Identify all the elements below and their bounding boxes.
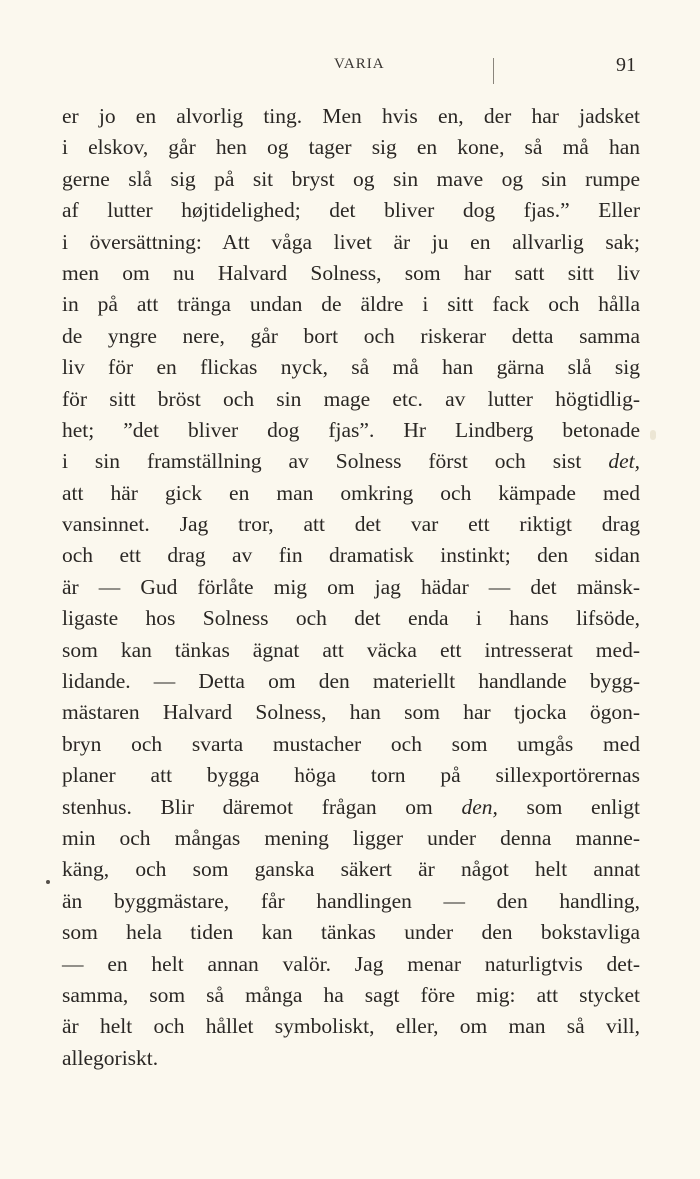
text-line: är helt och hållet symboliskt, eller, om man så vill, bbox=[62, 1014, 640, 1039]
margin-speck bbox=[46, 880, 50, 884]
text-line: mästaren Halvard Solness, han som har tjocka ögon- bbox=[62, 700, 640, 725]
text-line: ligaste hos Solness och det enda i hans lifsöde, bbox=[62, 606, 640, 631]
text-line bbox=[62, 792, 640, 823]
text-line: men om nu Halvard Solness, som har satt sitt liv bbox=[62, 260, 640, 285]
text-line: gerne slå sig på sit bryst og sin mave og sin rumpe bbox=[62, 166, 640, 191]
text-run: stenhus. Blir däremot frågan om bbox=[62, 794, 462, 819]
page-number: 91 bbox=[616, 54, 636, 76]
text-line: allegoriskt. bbox=[62, 1045, 159, 1070]
text-line: lidande. — Detta om den materiellt handlande bygg- bbox=[62, 669, 640, 694]
text-line: att här gick en man omkring och kämpade med bbox=[62, 480, 640, 505]
text-line: käng, och som ganska säkert är något helt annat bbox=[62, 857, 640, 882]
text-line: än byggmästare, får handlingen — den handling, bbox=[62, 888, 640, 913]
text-run: som enligt bbox=[497, 794, 640, 819]
text-line: het; ”det bliver dog fjas”. Hr Lindberg betonade bbox=[62, 417, 640, 442]
text-line: de yngre nere, går bort och riskerar detta samma bbox=[62, 323, 640, 348]
text-line bbox=[62, 446, 640, 477]
text-line: in på att tränga undan de äldre i sitt fack och hålla bbox=[62, 292, 640, 317]
text-line: planer att bygga höga torn på sillexportörernas bbox=[62, 763, 640, 788]
text-line: liv för en flickas nyck, så må han gärna slå sig bbox=[62, 355, 640, 380]
page-header bbox=[0, 56, 700, 86]
paper-blemish bbox=[650, 430, 656, 440]
text-line: är — Gud förlåte mig om jag hädar — det mänsk- bbox=[62, 574, 640, 599]
text-line: som hela tiden kan tänkas under den bokstavliga bbox=[62, 920, 640, 945]
text-line: och ett drag av fin dramatisk instinkt; den sidan bbox=[62, 543, 640, 568]
text-line: i elskov, går hen og tager sig en kone, så må han bbox=[62, 135, 640, 160]
header-rule bbox=[493, 58, 494, 84]
text-line: vansinnet. Jag tror, att det var ett riktigt drag bbox=[62, 512, 640, 537]
text-line: min och mångas mening ligger under denna manne- bbox=[62, 825, 640, 850]
text-run: i sin framställning av Solness först och sist bbox=[62, 449, 609, 474]
text-line: i översättning: Att våga livet är ju en allvarlig sak; bbox=[62, 229, 640, 254]
italic-emphasis: det, bbox=[608, 449, 640, 474]
body-text bbox=[62, 101, 640, 1074]
text-line: för sitt bröst och sin mage etc. av lutter högtidlig- bbox=[62, 386, 640, 411]
text-line: er jo en alvorlig ting. Men hvis en, der har jadsket bbox=[62, 104, 640, 128]
text-line: — en helt annan valör. Jag menar naturligtvis det- bbox=[62, 951, 640, 976]
italic-emphasis: den, bbox=[461, 794, 498, 819]
text-line: som kan tänkas ägnat att väcka ett intresserat med- bbox=[62, 637, 640, 662]
running-title: VARIA bbox=[334, 56, 385, 72]
text-line: af lutter højtidelighed; det bliver dog fjas.” Eller bbox=[62, 198, 640, 223]
text-line: bryn och svarta mustacher och som umgås med bbox=[62, 731, 640, 756]
text-line: samma, som så många ha sagt före mig: att stycket bbox=[62, 982, 640, 1007]
